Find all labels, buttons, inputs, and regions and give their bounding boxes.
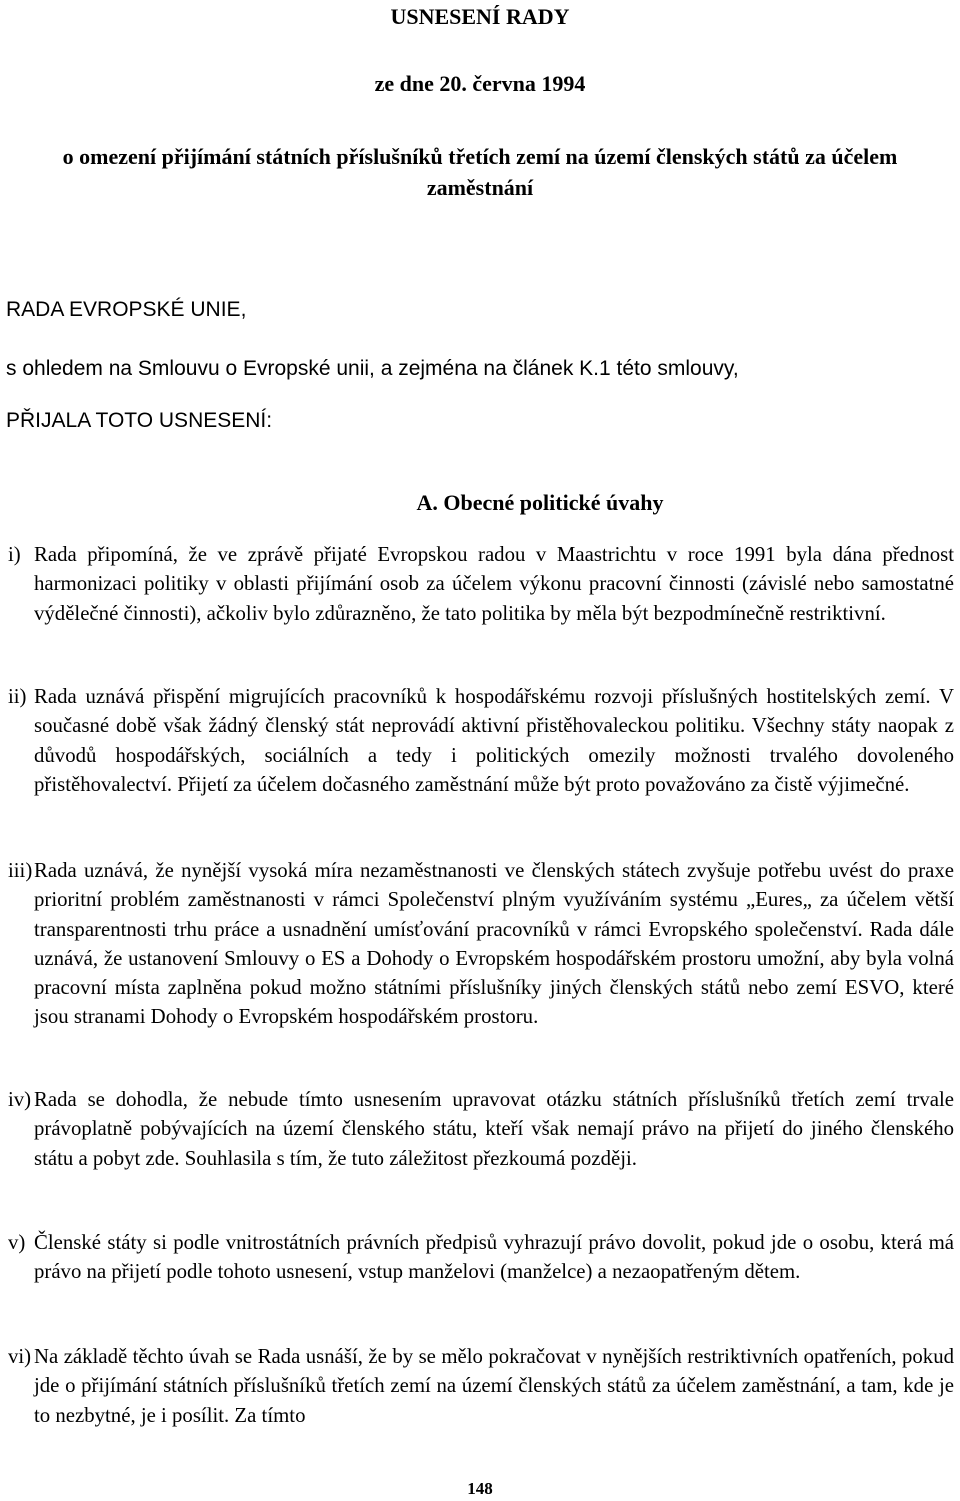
item-number: iv) <box>8 1088 32 1111</box>
item-number: vi) <box>8 1345 32 1368</box>
item-number: ii) <box>8 685 27 708</box>
document-title: USNESENÍ RADY <box>390 4 570 29</box>
list-item <box>8 1228 954 1287</box>
item-text: Rada se dohodla, že nebude tímto usnesením upravovat otázku státních příslušníků třetích zemí trvale právoplatně pobývajících na území členského státu, kteří však nemají právo na přijetí do jiného členského státu a pobyt zde. Souhlasila s tím, že tuto záležitost přezkoumá později. <box>34 1088 954 1170</box>
list-item <box>8 1085 954 1173</box>
item-text: Na základě těchto úvah se Rada usnáší, že by se mělo pokračovat v nynějších restriktivních opatřeních, pokud jde o přijímání státních příslušníků třetích zemí na území členských států za účelem zaměstnání, a tam, kde je to nezbytné, je i posílit. Za tímto <box>34 1345 954 1427</box>
item-text: Rada připomíná, že ve zprávě přijaté Evropskou radou v Maastrichtu v roce 1991 byla dána přednost harmonizaci politiky v oblasti přijímání osob za účelem výkonu pracovní činnosti (závislé nebo samostatné výdělečné činnosti), ačkoliv bylo zdůrazněno, že tato politika by měla být bezpodmínečně restriktivní. <box>34 543 954 625</box>
list-item <box>8 856 954 1032</box>
list-item <box>8 682 954 799</box>
list-item <box>8 540 954 628</box>
preamble-adopted: PŘIJALA TOTO USNESENÍ: <box>6 409 273 432</box>
preamble-regard: s ohledem na Smlouvu o Evropské unii, a zejména na článek K.1 této smlouvy, <box>6 357 739 380</box>
item-text: Rada uznává, že nynější vysoká míra nezaměstnanosti ve členských státech zvyšuje potřebu uvést do praxe prioritní problém zaměstnanosti v rámci Společenství plným využíváním systému „Eures„ za účelem větší transparentnosti trhu práce a usnadnění umísťování pracovníků v rámci Evropského společenství. Rada dále uznává, že ustanovení Smlouvy o ES a Dohody o Evropském hospodářském prostoru umožní, aby byla volná pracovní místa zaplněna pokud možno státními příslušníky jiných členských států nebo zemí ESVO, které jsou stranami Dohody o Evropském hospodářském prostoru. <box>34 859 954 1029</box>
item-number: v) <box>8 1231 26 1254</box>
document-date: ze dne 20. června 1994 <box>374 71 586 96</box>
page-number: 148 <box>467 1479 493 1498</box>
item-number: i) <box>8 543 21 566</box>
item-number: iii) <box>8 859 33 882</box>
section-heading: A. Obecné politické úvahy <box>416 490 664 515</box>
item-text: Členské státy si podle vnitrostátních právních předpisů vyhrazují právo dovolit, pokud jde o osobu, která má právo na přijetí podle tohoto usnesení, vstup manželovi (manželce) a nezaopatřeným dětem. <box>34 1231 954 1284</box>
document-subject: o omezení přijímání státních příslušníků třetích zemí na území členských států za účelem zaměstnání <box>62 144 898 200</box>
council-name: RADA EVROPSKÉ UNIE, <box>6 298 247 321</box>
list-item <box>8 1342 954 1430</box>
item-text: Rada uznává přispění migrujících pracovníků k hospodářskému rozvoji příslušných hostitelských zemí. V současné době však žádný členský stát neprovádí aktivní přistěhovaleckou politiku. Všechny státy naopak z důvodů hospodářských, sociálních a tedy i politických omezily možnosti trvalého dovoleného přistěhovalectví. Přijetí za účelem dočasného zaměstnání může být proto považováno za čistě výjimečné. <box>34 685 954 796</box>
